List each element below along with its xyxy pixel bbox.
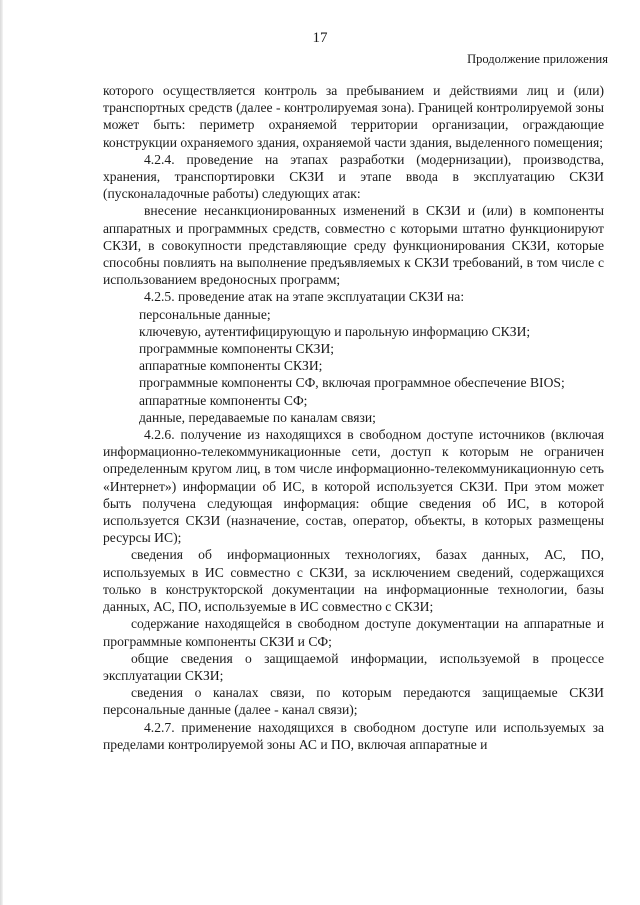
paragraph: внесение несанкционированных изменений в СКЗИ и (или) в компоненты аппаратных и программных средств, совместно с которыми штатно функционируют СКЗИ, в совокупности представляющие среду функционирования СКЗИ, которые способны повлиять на выполнение предъявляемых к СКЗИ требований, в том числе с использованием вредоносных программ; (103, 203, 604, 288)
paragraph: персональные данные; (139, 306, 271, 322)
paragraph: которого осуществляется контроль за пребыванием и действиями лиц и (или) транспортных средств (далее - контролируемая зона). Границей контролируемой зоны может быть: периметр охраняемой территории организации, ограждающие конструкции охраняемого здания, охраняемой части здания, выделенного помещения; (103, 83, 604, 150)
paragraph: программные компоненты СКЗИ; (139, 341, 335, 357)
paragraph: данные, передаваемые по каналам связи; (139, 409, 376, 425)
paragraph: сведения о каналах связи, по которым передаются защищаемые СКЗИ персональные данные (далее - канал связи); (103, 685, 604, 718)
paragraph: ключевую, аутентифицирующую и парольную информацию СКЗИ; (139, 323, 531, 339)
body-text (103, 82, 604, 753)
paragraph: сведения об информационных технологиях, базах данных, АС, ПО, используемых в ИС совместно с СКЗИ, за исключением сведений, содержащихся только в конструкторской документации на информационные технологии, базы данных, АС, ПО, используемые в ИС совместно с СКЗИ; (103, 547, 604, 615)
paragraph: общие сведения о защищаемой информации, используемой в процессе эксплуатации СКЗИ; (103, 650, 604, 683)
paragraph: 4.2.6. получение из находящихся в свободном доступе источников (включая информационно-телекоммуникационные сети, доступ к которым не ограничен определенным кругом лиц, в том числе информационно-телекоммуникационную сеть «Интернет») информации об ИС, в которой используется СКЗИ. При этом может быть получена следующая информация: общие сведения об ИС, в которой используется СКЗИ (назначение, состав, оператор, объекты, в которых размещены ресурсы ИС); (103, 427, 604, 546)
paragraph: 4.2.5. проведение атак на этапе эксплуатации СКЗИ на: (144, 289, 465, 305)
paragraph: программные компоненты СФ, включая программное обеспечение BIOS; (139, 375, 565, 391)
paragraph: 4.2.7. применение находящихся в свободном доступе или используемых за пределами контролируемой зоны АС и ПО, включая аппаратные и (103, 719, 604, 752)
paragraph: аппаратные компоненты СФ; (139, 392, 308, 408)
paragraph: аппаратные компоненты СКЗИ; (139, 358, 323, 374)
paragraph: содержание находящейся в свободном доступе документации на аппаратные и программные компоненты СКЗИ и СФ; (103, 616, 604, 649)
running-header: Продолжение приложения (467, 52, 608, 66)
paragraph: 4.2.4. проведение на этапах разработки (модернизации), производства, хранения, транспортировки СКЗИ и этапе ввода в эксплуатацию СКЗИ (пусконаладочные работы) следующих атак: (103, 151, 604, 202)
scan-edge (0, 0, 3, 905)
page-number: 17 (312, 30, 328, 46)
